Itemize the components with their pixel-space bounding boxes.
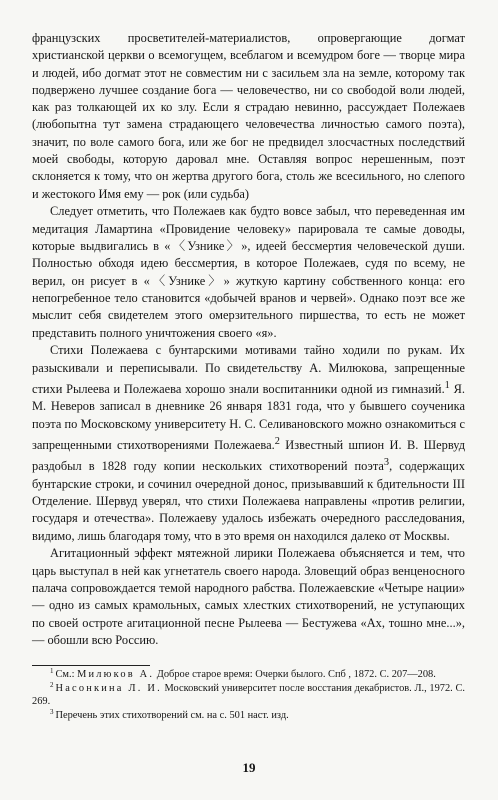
footnote-ref-3: 3 [383, 457, 390, 469]
page-number: 19 [242, 760, 256, 775]
footnote-ref-2: 2 [274, 435, 280, 447]
footnote-2-author: Насонкина Л. И. [55, 682, 162, 694]
paragraph-3-part-1: Стихи Полежаева с бунтарскими мотивами тайно ходили по рукам. Их разыскивали и переписывали. По свидетельству А. Милюкова, запрещенные стихи Рылеева и Полежаева хорошо знали воспитанники одной из гимназий. [32, 343, 465, 397]
footnote-3-text: Перечень этих стихотворений см. на с. 501 наст. изд. [55, 709, 289, 721]
paragraph-3 [32, 342, 465, 545]
paragraph-3-part-2: Я. М. Неверов записал в дневнике 26 января 1831 года, что у бывшего соученика поэта по Московскому университету Н. С. Селивановского можно ознакомиться с запрещенными стихотворениями Полежаева. [32, 382, 465, 453]
footnote-1 [32, 668, 465, 682]
footnote-3-marker: 3 [50, 707, 54, 716]
footnote-1-marker: 1 [50, 667, 54, 675]
main-text [32, 30, 465, 649]
footnote-ref-1: 1 [444, 379, 450, 391]
paragraph-1: французских просветителей-материалистов, опровергающие догмат христианской церкви о всемогущем, всеблагом и всемудром боге — творце мира и людей, ибо догмат этот не совместим ни с засильем зла на земле, которому так подвержено лучшее создание бога — человечество, ни со свободой воли людей, как раз толкающей их ко злу. Если я страдаю невинно, рассуждает Полежаев (любопытна тут замена страдающего человечества личностью самого поэта), значит, по воле самого бога, или же бог не предвидел злосчастных последствий моей свободы, которую даровал мне. Оставляя вопрос нерешенным, поэт склоняется к тому, что он жертва другого бога, столь же всесильного, но слепого и жестокого Имя ему — рок (или судьба) [32, 31, 465, 201]
footnote-2-marker: 2 [50, 680, 54, 689]
footnote-1-prefix: См.: [55, 669, 78, 680]
footnote-1-author: Милюков А. [77, 669, 155, 680]
footnote-2-text: Московский университет после восстания декабристов. Л., 1972. С. 269. [32, 682, 465, 708]
paragraph-3-part-3: Известный шпион И. В. Шервуд раздобыл в 1828 году копии нескольких стихотворений поэта [32, 438, 466, 474]
footnote-divider [32, 665, 150, 666]
footnote-2 [32, 682, 465, 709]
paragraph-3-part-4: , содержащих бунтарские строки, и сочинил очередной донос, призывавший к бдительности III Отделение. Шервуд уверял, что стихи Полежаева направлены «против религии, государя и отечества». Полежаеву удалось избежать очередного расследования, видимо, лишь благодаря тому, что в это время он находился далеко от Москвы. [32, 459, 465, 543]
paragraph-2: Следует отметить, что Полежаев как будто вовсе забыл, что переведенная им медитация Ламартина «Провидение человеку» парировала те самые доводы, которые выдвигались в «〈Узнике〉», идеей бессмертия человеческой души. Полностью обходя идею бессмертия, в которое Полежаев, судя по всему, не верил, он рисует в «〈Узнике〉» жуткую картину собственного конца: его непогребенное тело становится «добычей вранов и червей». Однако поэт все же мыслит себя свидетелем этого омерзительного пиршества, то есть не может представить полного уничтожения своего «я». [32, 204, 465, 340]
footnote-1-text: Доброе старое время: Очерки былого. Спб , 1872. С. 207—208. [154, 669, 436, 680]
paragraph-4: Агитационный эффект мятежной лирики Полежаева объясняется и тем, что царь выступал в ней как угнетатель своего народа. Зловещий образ венценосного палача сопровождается темой народного рабства. Полежаевские «Четыре нации» — одно из самых крамольных, самых хлестких стихотворений, не уступающих по своей остроте агитационной песне Рылеева — Бестужева «Ах, тошно мне...», — обошли всю Россию. [32, 546, 465, 647]
footnotes [32, 668, 465, 722]
footnote-3 [32, 709, 465, 723]
